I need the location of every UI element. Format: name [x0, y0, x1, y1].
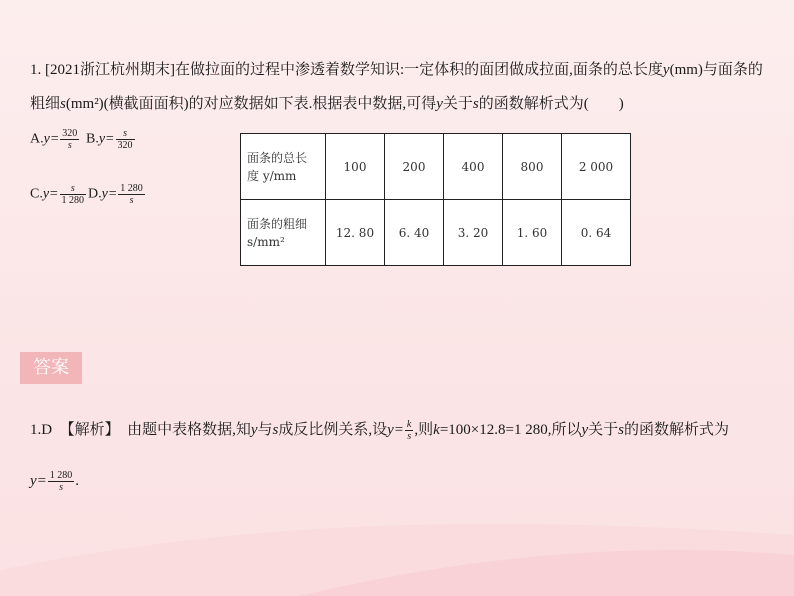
- option-b-label: B.: [86, 131, 99, 147]
- solution-final-lhs: y=: [30, 472, 47, 489]
- option-a[interactable]: [30, 128, 80, 151]
- var-y: y: [662, 62, 670, 78]
- solution-var-s2: s: [618, 422, 624, 438]
- table-cell: 6. 40: [385, 200, 444, 266]
- solution-final-fraction: [48, 470, 75, 493]
- option-c-label: C.: [30, 186, 43, 202]
- solution-prefix: 1.D 【解析】 由题中表格数据,知: [30, 422, 251, 438]
- table-cell: 200: [385, 134, 444, 200]
- solution-var-y2: y: [581, 422, 589, 438]
- table-row-header: [241, 134, 326, 200]
- solution-line-2: [30, 470, 79, 493]
- row2-head-b: s/mm²: [247, 234, 285, 249]
- question-text-2b: (mm²)(横截面面积)的对应数据如下表.根据表中数据,可得: [65, 96, 437, 112]
- option-a-label: A.: [30, 131, 44, 147]
- table-cell: 1. 60: [503, 200, 562, 266]
- solution-line-1: [30, 418, 729, 442]
- option-b-num: s: [116, 128, 135, 140]
- answer-badge[interactable]: 答案: [20, 352, 82, 384]
- solution-set-num: k: [406, 419, 412, 431]
- option-b[interactable]: [86, 128, 136, 151]
- solution-set-lhs: y=: [387, 422, 404, 438]
- solution-var-y: y: [250, 422, 258, 438]
- table-cell: 400: [444, 134, 503, 200]
- solution-text: 关于: [588, 422, 619, 438]
- row1-head-b: 度 y/mm: [247, 168, 297, 183]
- row1-head-a: 面条的总长: [247, 150, 308, 165]
- option-b-lhs: y=: [98, 131, 115, 147]
- solution-var-k: k: [433, 422, 440, 438]
- option-b-den: 320: [117, 140, 133, 151]
- data-table: [240, 133, 631, 266]
- solution-text: ,则: [414, 422, 434, 438]
- question-line-2: [30, 92, 624, 113]
- table-cell: 100: [326, 134, 385, 200]
- option-a-num: 320: [62, 128, 78, 139]
- table-cell: 800: [503, 134, 562, 200]
- table-row-header: [241, 200, 326, 266]
- question-text-2d: 的函数解析式为( ): [478, 96, 624, 112]
- solution-final-num: 1 280: [49, 470, 73, 481]
- solution-set-den: s: [407, 431, 412, 443]
- option-d[interactable]: [88, 183, 146, 206]
- solution-text: 与: [257, 422, 273, 438]
- option-c-num: s: [60, 183, 87, 195]
- option-a-fraction: [60, 128, 79, 151]
- table-row: [241, 200, 631, 266]
- option-b-fraction: [116, 128, 135, 151]
- var-s2: s: [472, 96, 479, 112]
- table-cell: 12. 80: [326, 200, 385, 266]
- question-number: 1.: [30, 62, 42, 78]
- option-c-den: 1 280: [61, 195, 85, 206]
- question-text-2c: 关于: [442, 96, 473, 112]
- option-a-lhs: y=: [43, 131, 60, 147]
- option-d-den: s: [129, 195, 134, 206]
- table-cell: 2 000: [562, 134, 631, 200]
- solution-final-end: .: [75, 472, 80, 489]
- question-text-1: [2021浙江杭州期末]在做拉面的过程中渗透着数学知识:一定体积的面团做成拉面,面条的总长度: [45, 62, 663, 78]
- table-row: [241, 134, 631, 200]
- decorative-wave: [0, 500, 794, 596]
- var-s: s: [60, 96, 66, 112]
- var-y2: y: [436, 96, 443, 112]
- question-unit: (mm)与面条的: [669, 62, 763, 78]
- option-d-fraction: [118, 183, 145, 206]
- option-a-den: s: [67, 140, 72, 151]
- solution-set-fraction: [405, 419, 413, 442]
- question-text-2a: 粗细: [30, 96, 61, 112]
- option-c-fraction: [60, 183, 87, 206]
- option-c[interactable]: [30, 183, 87, 206]
- option-d-num: 1 280: [120, 183, 143, 194]
- table-cell: 0. 64: [562, 200, 631, 266]
- option-d-lhs: y=: [101, 186, 118, 202]
- table-cell: 3. 20: [444, 200, 503, 266]
- option-d-label: D.: [88, 186, 102, 202]
- option-c-lhs: y=: [42, 186, 59, 202]
- solution-var-s: s: [272, 422, 279, 438]
- solution-text: =100×12.8=1 280,所以: [439, 422, 582, 438]
- solution-text: 的函数解析式为: [623, 422, 729, 438]
- row2-head-a: 面条的粗细: [247, 216, 308, 231]
- solution-text: 成反比例关系,设: [278, 422, 388, 438]
- question-line-1: [30, 58, 763, 79]
- solution-final-den: s: [59, 482, 63, 493]
